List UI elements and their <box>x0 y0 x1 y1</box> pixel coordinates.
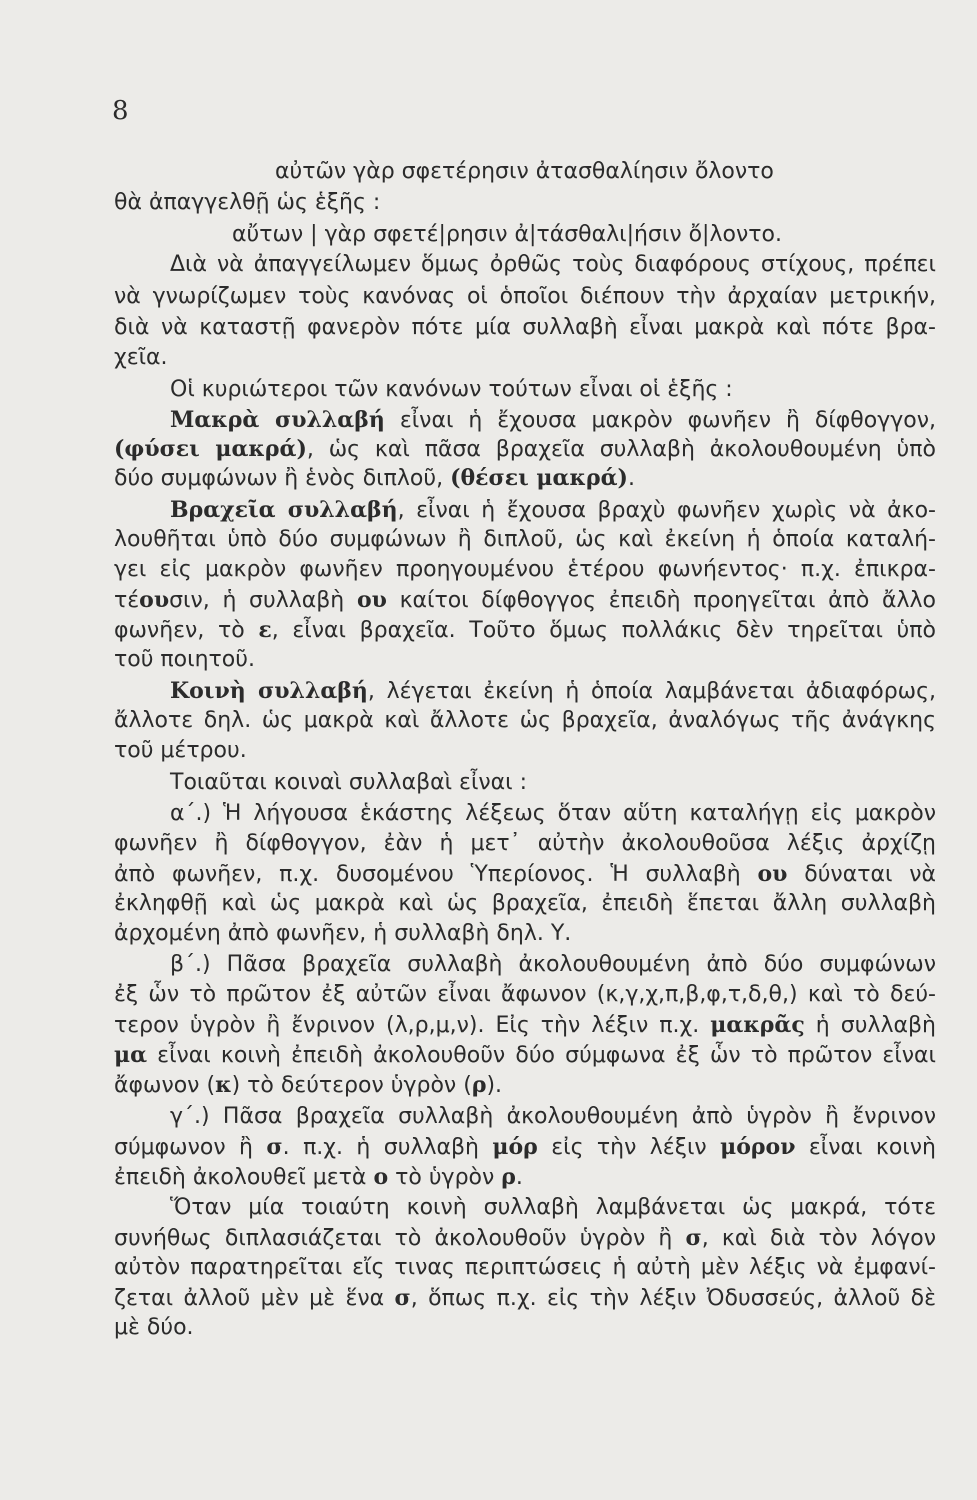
rule-c-line: ἐπειδὴ ἀκολουθεῖ μετὰ ο τὸ ὑγρὸν ρ. <box>114 1164 523 1190</box>
rule-b-line: β΄.) Πᾶσα βραχεῖα συλλαβὴ ἀκολουθουμένη ἀπὸ δύο συμφώνων <box>170 952 936 977</box>
long-syllable-line: (φύσει μακρά), ὡς καὶ πᾶσα βραχεῖα συλλαβὴ ἀκολουθουμένη ὑπὸ <box>114 436 936 462</box>
paragraph-line: νὰ γνωρίζωμεν τοὺς κανόνας οἱ ὁποῖοι διέπουν τὴν ἀρχαίαν μετρικήν, <box>114 284 936 309</box>
rule-a-line: ἐκληφθῇ καὶ ὡς μακρὰ καὶ ὡς βραχεῖα, ἐπειδὴ ἕπεται ἄλλη συλλαβὴ <box>114 891 936 916</box>
short-syllable-line: φωνῆεν, τὸ ε, εἶναι βραχεῖα. Τοῦτο ὅμως πολλάκις δὲν τηρεῖται ὑπὸ <box>114 617 936 643</box>
common-syllable-term: Κοινὴ συλλαβή <box>170 678 368 704</box>
short-syllable-line: τέουσιν, ἡ συλλαβὴ ου καίτοι δίφθογγος ἐπειδὴ προηγεῖται ἀπὸ ἄλλο <box>114 587 936 613</box>
short-syllable-line: γει εἰς μακρὸν φωνῆεν προηγουμένου ἑτέρου φωνήεντος· π.χ. ἐπικρα- <box>114 557 936 582</box>
rule-a-line: α΄.) Ἡ λήγουσα ἑκάστης λέξεως ὅταν αὕτη καταλήγῃ εἰς μακρὸν <box>170 801 936 826</box>
short-syllable-line: Βραχεῖα συλλαβή, εἶναι ἡ ἔχουσα βραχὺ φωνῆεν χωρὶς νὰ ἀκο- <box>170 497 936 523</box>
rule-c-line: σύμφωνον ἢ σ. π.χ. ἡ συλλαβὴ μόρ εἰς τὴν λέξιν μόρον εἶναι κοινὴ <box>114 1134 936 1160</box>
common-syllable-line: τοῦ μέτρου. <box>114 738 247 763</box>
rule-b-line: τερον ὑγρὸν ἢ ἔνρινον (λ,ρ,μ,ν). Εἰς τὴν λέξιν π.χ. μακρᾶς ἡ συλλαβὴ <box>114 1012 936 1038</box>
paragraph-line: χεῖα. <box>114 345 168 370</box>
final-paragraph-line: ζεται ἀλλοῦ μὲν μὲ ἕνα σ, ὅπως π.χ. εἰς τὴν λέξιν Ὀδυσσεύς, ἀλλοῦ δὲ <box>114 1285 936 1311</box>
rule-a-line: ἀρχομένη ἀπὸ φωνῆεν, ἡ συλλαβὴ δηλ. Υ. <box>114 921 572 946</box>
rule-c-line: γ΄.) Πᾶσα βραχεῖα συλλαβὴ ἀκολουθουμένη ἀπὸ ὑγρὸν ἢ ἔνρινον <box>170 1104 936 1129</box>
short-syllable-term: Βραχεῖα συλλαβή <box>170 497 398 523</box>
final-paragraph-line: συνήθως διπλασιάζεται τὸ ἀκολουθοῦν ὑγρὸν ἢ σ, καὶ διὰ τὸν λόγον <box>114 1225 936 1251</box>
rule-b-line: ἄφωνον (κ) τὸ δεύτερον ὑγρὸν (ρ). <box>114 1072 503 1098</box>
final-paragraph-line: μὲ δύο. <box>114 1315 194 1340</box>
rules-intro: Οἱ κυριώτεροι τῶν κανόνων τούτων εἶναι οἱ ἑξῆς : <box>170 377 733 402</box>
rule-a-line: φωνῆεν ἢ δίφθογγον, ἐὰν ἡ μετ᾽ αὐτὴν ἀκολουθοῦσα λέξις ἀρχίζῃ <box>114 831 936 856</box>
paragraph-line: Διὰ νὰ ἀπαγγείλωμεν ὅμως ὀρθῶς τοὺς διαφόρους στίχους, πρέπει <box>170 252 936 277</box>
rule-b-line: μα εἶναι κοινὴ ἐπειδὴ ἀκολουθοῦν δύο σύμφωνα ἐξ ὧν τὸ πρῶτον εἶναι <box>114 1042 936 1068</box>
long-syllable-line: Μακρὰ συλλαβή εἶναι ἡ ἔχουσα μακρὸν φωνῆεν ἢ δίφθογγον, <box>170 407 936 433</box>
long-syllable-line: δύο συμφώνων ἢ ἑνὸς διπλοῦ, (θέσει μακρά). <box>114 465 635 491</box>
common-syllable-line: Κοινὴ συλλαβή, λέγεται ἐκείνη ἡ ὁποία λαμβάνεται ἀδιαφόρως, <box>170 678 936 704</box>
rule-b-line: ἐξ ὧν τὸ πρῶτον ἐξ αὐτῶν εἶναι ἄφωνον (κ,γ,χ,π,β,φ,τ,δ,θ,) καὶ τὸ δεύ- <box>114 982 936 1007</box>
common-intro: Τοιαῦται κοιναὶ συλλαβαὶ εἶναι : <box>170 770 528 795</box>
common-syllable-line: ἄλλοτε δηλ. ὡς μακρὰ καὶ ἄλλοτε ὡς βραχεῖα, ἀναλόγως τῆς ἀνάγκης <box>114 708 936 733</box>
rule-a-line: ἀπὸ φωνῆεν, π.χ. δυσομένου Ὑπερίονος. Ἡ συλλαβὴ ου δύναται νὰ <box>114 861 936 887</box>
long-syllable-term: Μακρὰ συλλαβή <box>170 407 385 433</box>
final-paragraph-line: Ὅταν μία τοιαύτη κοινὴ συλλαβὴ λαμβάνεται ὡς μακρά, τότε <box>170 1195 936 1220</box>
paragraph-line: διὰ νὰ καταστῇ φανερὸν πότε μία συλλαβὴ εἶναι μακρὰ καὶ πότε βρα- <box>114 315 936 340</box>
scanned-verse: αὔτων | γὰρ σφετέ|ρησιν ἀ|τάσθαλι|ήσιν ὄ|λοντο. <box>232 222 782 247</box>
verse-quote: αὐτῶν γὰρ σφετέρησιν ἀτασθαλίησιν ὄλοντο <box>275 159 774 184</box>
short-syllable-line: λουθῆται ὑπὸ δύο συμφώνων ἢ διπλοῦ, ὡς καὶ ἐκείνη ἡ ὁποία καταλή- <box>114 527 936 552</box>
page-number: 8 <box>112 96 129 126</box>
intro-line: θὰ ἀπαγγελθῇ ὡς ἑξῆς : <box>114 190 381 215</box>
final-paragraph-line: αὐτὸν παρατηρεῖται εἴς τινας περιπτώσεις ἡ αὐτὴ μὲν λέξις νὰ ἐμφανί- <box>114 1255 936 1280</box>
short-syllable-line: τοῦ ποιητοῦ. <box>114 647 255 672</box>
